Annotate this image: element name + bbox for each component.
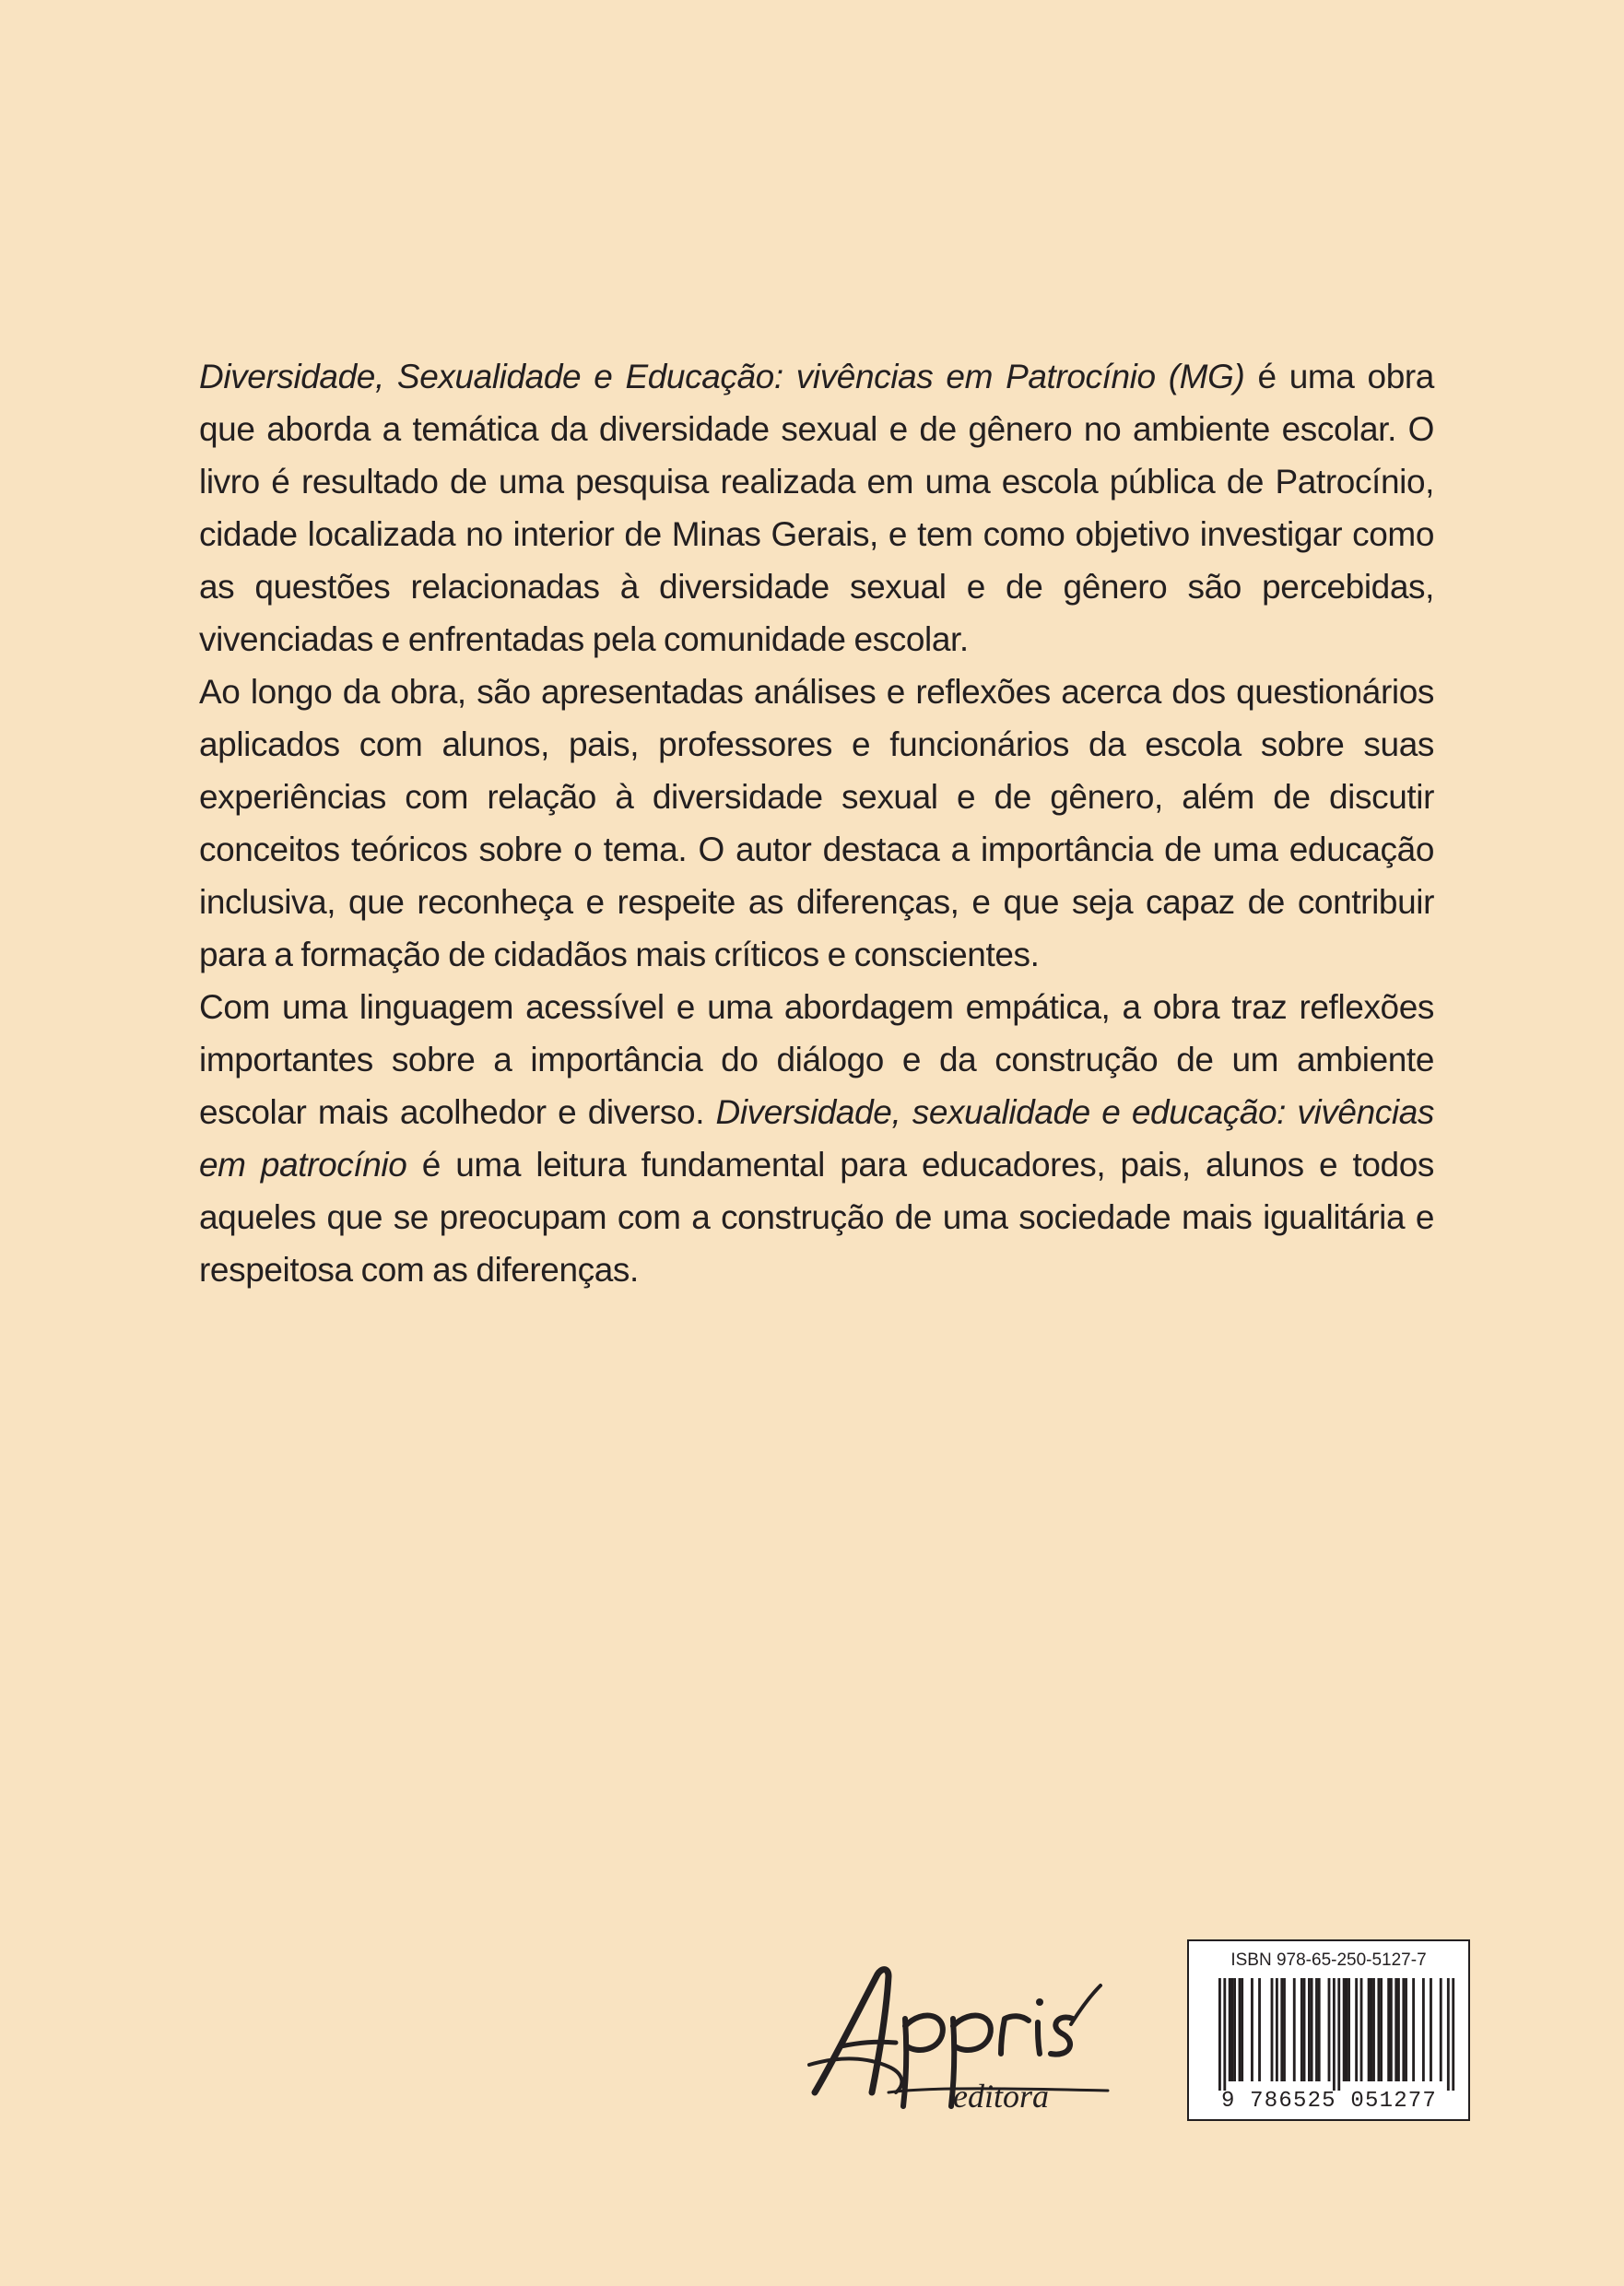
barcode-bars bbox=[1202, 1978, 1456, 2091]
barcode-bar bbox=[1276, 1978, 1278, 2081]
barcode-bar bbox=[1218, 1978, 1221, 2091]
barcode-bar bbox=[1430, 1978, 1432, 2081]
barcode-bar bbox=[1271, 1978, 1274, 2081]
barcode-bar bbox=[1360, 1978, 1363, 2081]
barcode-bar bbox=[1372, 1978, 1375, 2081]
barcode-bar bbox=[1387, 1978, 1390, 2081]
barcode-bar bbox=[1283, 1978, 1286, 2081]
barcode-bar bbox=[1333, 1978, 1336, 2091]
barcode-bar bbox=[1345, 1978, 1347, 2081]
barcode-bar bbox=[1390, 1978, 1393, 2081]
barcode-digits: 9 786525 051277 bbox=[1220, 2089, 1438, 2114]
barcode-bar bbox=[1258, 1978, 1261, 2081]
barcode-bar bbox=[1233, 1978, 1236, 2081]
barcode-bar bbox=[1223, 1978, 1226, 2091]
paragraph-text: é uma leitura fundamental para educadores, pais, alunos e todos aqueles que se preocupam com a construção de uma sociedade mais igualitária e respeitosa com as diferenças. bbox=[199, 1146, 1435, 1289]
paragraph-text: Com uma linguagem acessível e uma abordagem empática, a obra traz reflexões importantes sobre a importância do diálogo e da construção de um ambiente escolar mais acolhedor e diverso. bbox=[199, 988, 1434, 1131]
barcode-bar bbox=[1405, 1978, 1407, 2081]
paragraph-text: Ao longo da obra, são apresentadas análises e reflexões acerca dos questionários aplicados com alunos, pais, professores e funcionários da escola sobre suas experiências com relação à diversidade sexual e de gênero, além de discutir conceitos teóricos sobre o tema. O autor destaca a importância de uma educação inclusiva, que reconheça e respeite as diferenças, e que seja capaz de contribuir para a formação de cidadãos mais críticos e conscientes. bbox=[199, 673, 1434, 973]
book-title-italic: Diversidade, Sexualidade e Educação: vivências em Patrocínio (MG) bbox=[199, 358, 1245, 395]
logo-subtitle: editora bbox=[953, 2078, 1049, 2111]
barcode-bar bbox=[1229, 1978, 1231, 2081]
publisher-logo-graphic bbox=[804, 1954, 1117, 2111]
barcode-bar bbox=[1280, 1978, 1283, 2081]
isbn-barcode bbox=[1187, 1939, 1470, 2121]
appris-editora-logo bbox=[804, 1954, 1117, 2111]
barcode-bar bbox=[1447, 1978, 1450, 2091]
barcode-bar bbox=[1303, 1978, 1306, 2081]
barcode-bar bbox=[1440, 1978, 1442, 2081]
isbn-label: ISBN 978-65-250-5127-7 bbox=[1230, 1950, 1427, 1970]
barcode-bar bbox=[1251, 1978, 1253, 2081]
barcode-bar bbox=[1328, 1978, 1331, 2081]
barcode-bar bbox=[1368, 1978, 1371, 2081]
barcode-bar bbox=[1315, 1978, 1318, 2081]
barcode-bar bbox=[1402, 1978, 1405, 2081]
barcode-bar bbox=[1355, 1978, 1358, 2081]
barcode-bar bbox=[1311, 1978, 1313, 2081]
barcode-bar bbox=[1397, 1978, 1400, 2081]
barcode-bar bbox=[1377, 1978, 1380, 2081]
barcode-bar bbox=[1308, 1978, 1311, 2081]
paragraph-text: é uma obra que aborda a temática da diversidade sexual e de gênero no ambiente escolar. O livro é resultado de uma pesquisa realizada em uma escola pública de Patrocínio, cidade localizada no interior de Minas Gerais, e tem como objetivo investigar como as questões relacionadas à diversidade sexual e de gênero são percebidas, vivenciadas e enfrentadas pela comunidade escolar. bbox=[199, 358, 1434, 658]
barcode-bar bbox=[1230, 1978, 1233, 2081]
barcode-bar bbox=[1293, 1978, 1296, 2081]
barcode-bar bbox=[1241, 1978, 1243, 2081]
synopsis-paragraph-1 bbox=[199, 350, 1434, 666]
synopsis-paragraph-3 bbox=[199, 981, 1434, 1296]
barcode-bar bbox=[1370, 1978, 1372, 2081]
synopsis-text bbox=[199, 350, 1434, 1296]
barcode-bar bbox=[1300, 1978, 1303, 2081]
barcode-bar bbox=[1347, 1978, 1350, 2081]
barcode-bar bbox=[1422, 1978, 1425, 2081]
barcode-bar bbox=[1239, 1978, 1242, 2081]
synopsis-paragraph-2 bbox=[199, 666, 1434, 981]
book-title-italic: Diversidade, sexualidade e educação: vivências em patrocínio bbox=[199, 1093, 1434, 1184]
barcode-bar bbox=[1337, 1978, 1340, 2091]
barcode-bar bbox=[1412, 1978, 1415, 2081]
barcode-bar bbox=[1395, 1978, 1397, 2081]
barcode-bar bbox=[1452, 1978, 1454, 2091]
barcode-bar bbox=[1343, 1978, 1346, 2081]
barcode-bar bbox=[1318, 1978, 1321, 2081]
barcode-bar bbox=[1380, 1978, 1383, 2081]
